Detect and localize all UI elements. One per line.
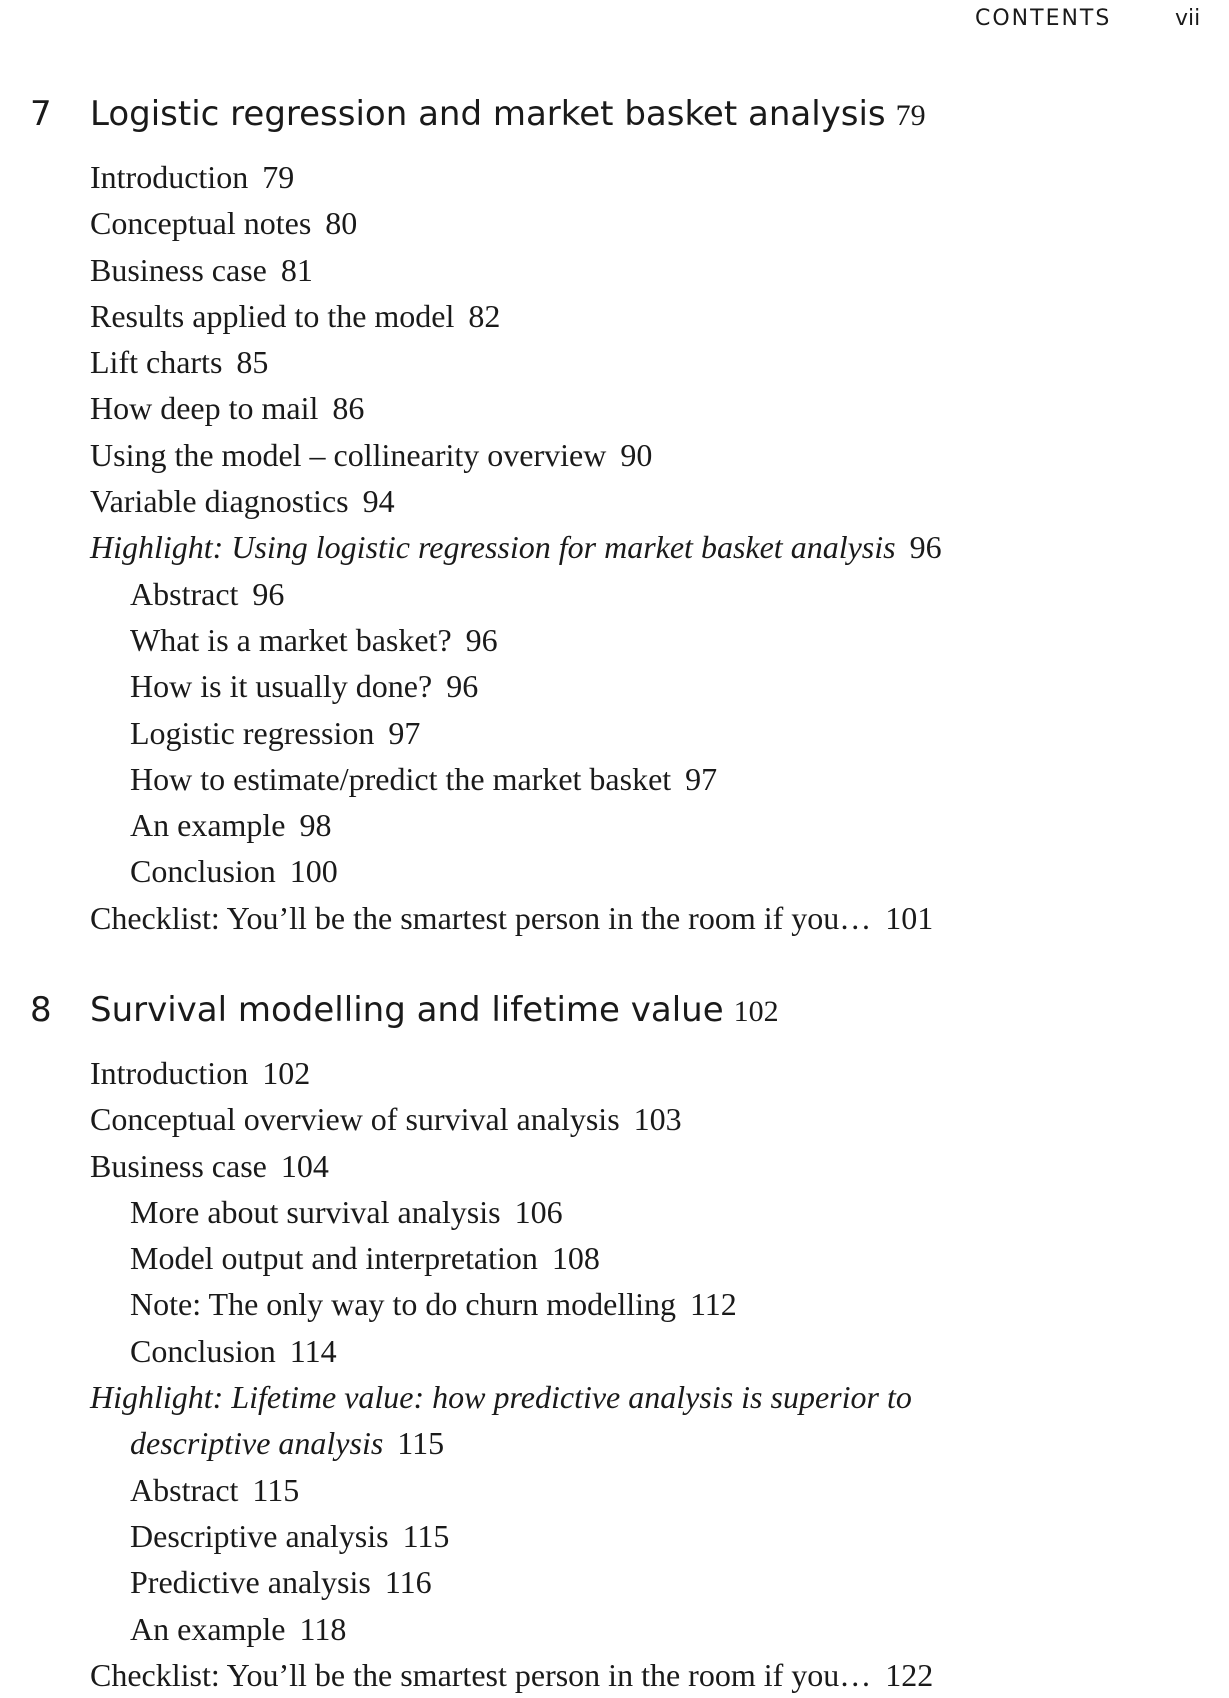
toc-entry[interactable]: Results applied to the model 82 (90, 297, 501, 334)
toc-entry[interactable]: Introduction 79 (90, 159, 295, 195)
toc-entries (0, 154, 1229, 941)
toc-entry[interactable]: How deep to mail 86 (90, 390, 365, 427)
chapter-number: 7 (30, 94, 52, 134)
toc-subentry[interactable]: Descriptive analysis 115 (130, 1517, 450, 1554)
chapter-heading[interactable] (0, 990, 1229, 1050)
chapter-page: 79 (895, 99, 926, 132)
chapter-title: Survival modelling and lifetime value 102 (90, 990, 779, 1030)
toc-subentry[interactable]: Conclusion 114 (130, 1332, 337, 1369)
running-head (0, 6, 1229, 42)
toc-subentry[interactable]: Model output and interpretation 108 (130, 1240, 600, 1277)
toc-entry-highlight[interactable]: Highlight: Lifetime value: how predictive analysis is superior to (90, 1379, 912, 1416)
toc-subentry[interactable]: How is it usually done? 96 (130, 668, 479, 705)
toc-subentry[interactable]: How to estimate/predict the market basket 97 (130, 760, 718, 797)
chapter-number: 8 (30, 990, 52, 1030)
toc-entries (0, 1050, 1229, 1698)
toc-subentry[interactable]: Conclusion 100 (130, 853, 338, 890)
chapter-title: Logistic regression and market basket analysis 79 (90, 94, 926, 134)
running-head-section: CONTENTS (975, 6, 1112, 31)
toc-entry[interactable]: Using the model – collinearity overview 90 (90, 436, 653, 473)
toc-subentry[interactable]: Note: The only way to do churn modelling 112 (130, 1286, 737, 1323)
toc-subentry[interactable]: An example 98 (130, 807, 332, 844)
toc-entry-highlight-continued[interactable]: descriptive analysis 115 (130, 1425, 445, 1462)
chapter-7 (0, 94, 1229, 941)
toc-subentry[interactable]: Abstract 115 (130, 1471, 300, 1508)
toc-entry[interactable]: Checklist: You’ll be the smartest person in the room if you… 122 (90, 1656, 934, 1693)
toc-entry[interactable]: Variable diagnostics 94 (90, 483, 395, 520)
toc-subentry[interactable]: Logistic regression 97 (130, 714, 421, 751)
toc-entry-highlight[interactable]: Highlight: Using logistic regression for market basket analysis 96 (90, 529, 942, 566)
toc-entry[interactable]: Business case 81 (90, 251, 313, 288)
chapter-8 (0, 990, 1229, 1698)
toc-subentry[interactable]: An example 118 (130, 1610, 347, 1647)
toc-subentry[interactable]: More about survival analysis 106 (130, 1193, 563, 1230)
toc-entry[interactable]: Introduction 102 (90, 1055, 311, 1091)
toc-entry[interactable]: Conceptual overview of survival analysis 103 (90, 1101, 682, 1138)
toc-subentry[interactable]: Abstract 96 (130, 575, 285, 612)
running-head-page-number: vii (1175, 6, 1201, 31)
toc-subentry[interactable]: What is a market basket? 96 (130, 621, 498, 658)
toc-entry[interactable]: Conceptual notes 80 (90, 205, 358, 242)
chapter-page: 102 (733, 995, 779, 1028)
toc-entry[interactable]: Checklist: You’ll be the smartest person in the room if you… 101 (90, 899, 934, 936)
toc-subentry[interactable]: Predictive analysis 116 (130, 1564, 432, 1601)
chapter-heading[interactable] (0, 94, 1229, 154)
toc-entry[interactable]: Business case 104 (90, 1147, 329, 1184)
toc-entry[interactable]: Lift charts 85 (90, 344, 269, 381)
